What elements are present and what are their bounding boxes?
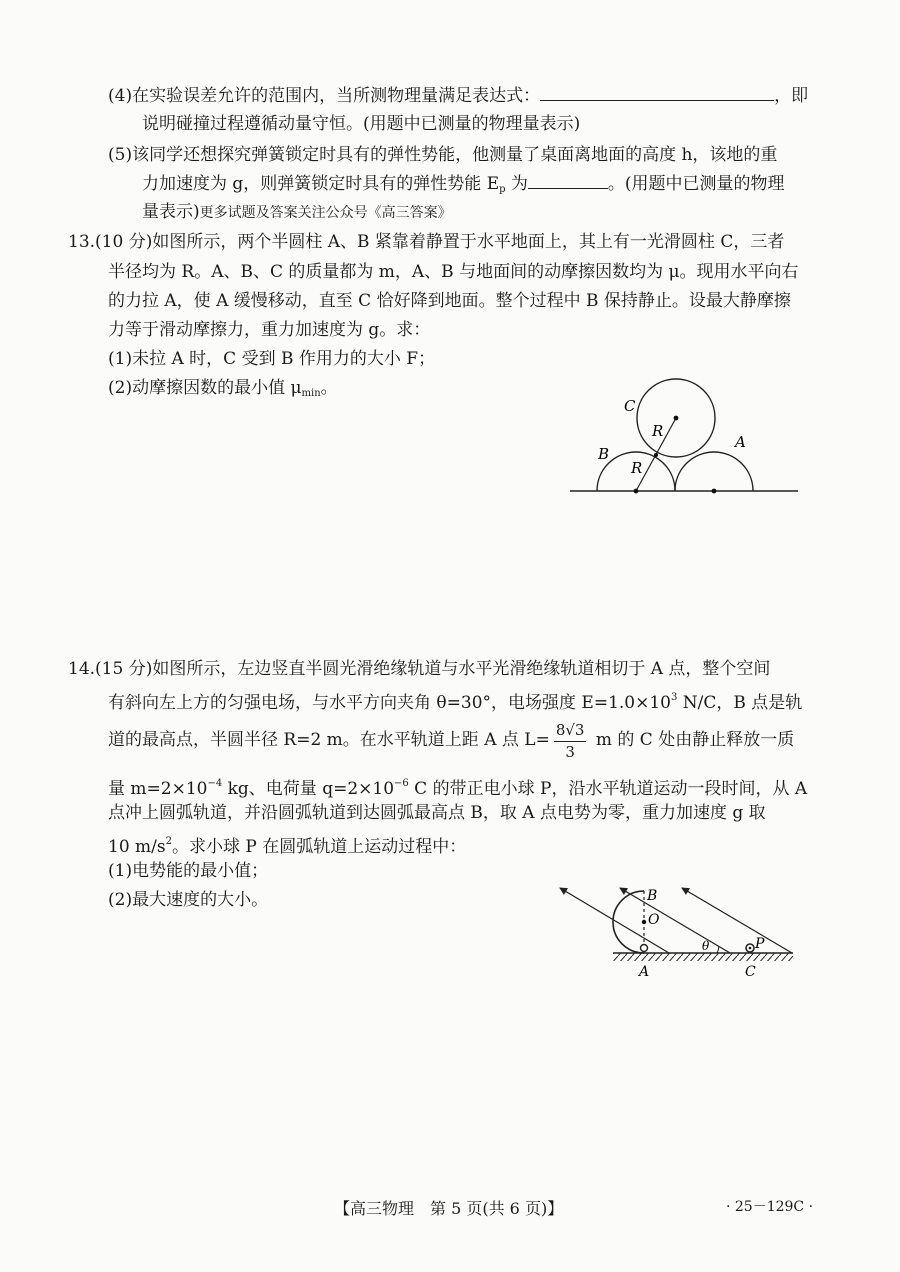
q12-part4-text-b: ，即	[774, 86, 809, 106]
q12-part5-line2	[142, 172, 785, 202]
label-c: C	[745, 964, 756, 980]
center-a-dot	[712, 489, 717, 494]
q14-line5: 点冲上圆弧轨道，并沿圆弧轨道到达圆弧最高点 B，取 A 点电势为零，重力加速度 g 取	[108, 803, 766, 823]
answer-blank-4[interactable]	[540, 84, 774, 101]
center-b-dot	[634, 489, 639, 494]
footer-code: · 25－129C ·	[726, 1199, 814, 1215]
q14-line4-text-a: 量 m=2×10	[108, 779, 208, 799]
footer-title: 【高三物理 第 5 页(共 6 页)】	[334, 1199, 564, 1218]
q14-line6-text-a: 10 m/s	[108, 837, 166, 857]
q12-part5-line3	[142, 200, 452, 225]
q12-part5-text-b: 为	[505, 174, 528, 194]
q13-figure	[560, 370, 810, 500]
answer-blank-5[interactable]	[528, 172, 608, 189]
q13-line1: 13.(10 分)如图所示，两个半圆柱 A、B 紧靠着静置于水平地面上，其上有一光滑圆柱 C，三者	[68, 232, 785, 252]
q12-part5-line1: (5)该同学还想探究弹簧锁定时具有的弹性势能，他测量了桌面离地面的高度 h，该地的重	[108, 145, 778, 165]
length-fraction	[554, 719, 587, 762]
q13-line3: 的力拉 A，使 A 缓慢移动，直至 C 恰好降到地面。整个过程中 B 保持静止。设最大静摩擦	[108, 291, 791, 311]
q12-part5-text-d: 量表示)	[142, 202, 200, 222]
q13-sub2-end: 。	[320, 378, 338, 398]
e-exponent: 3	[670, 692, 678, 703]
label-b: B	[647, 888, 658, 904]
q12-part5-text-c: 。(用题中已测量的物理	[607, 174, 785, 194]
q14-line3-text-a: 道的最高点，半圆半径 R=2 m。在水平轨道上距 A 点 L=	[108, 730, 550, 750]
label-theta: θ	[702, 939, 710, 953]
fraction-denominator: 3	[565, 743, 575, 761]
ep-subscript: p	[499, 184, 506, 195]
promo-note: 更多试题及答案关注公众号《高三答案》	[199, 205, 452, 221]
label-a: A	[735, 433, 746, 451]
label-o: O	[648, 912, 660, 928]
label-c: C	[624, 397, 636, 415]
label-b: B	[598, 445, 610, 463]
q14-line4-text-b: kg、电荷量 q=2×10	[222, 779, 395, 799]
g-exponent: 2	[165, 836, 172, 847]
label-p: P	[755, 936, 765, 952]
q13-sub2	[108, 376, 338, 406]
charge-exponent: −6	[394, 778, 409, 789]
q14-line3-text-b: m 的 C 处由静止释放一质	[590, 730, 795, 750]
q12-part4-line1	[108, 84, 808, 108]
center-o-dot	[642, 920, 646, 924]
center-c-dot	[674, 416, 679, 421]
q12-part4-line2: 说明碰撞过程遵循动量守恒。(用题中已测量的物理量表示)	[142, 114, 581, 134]
q14-figure	[555, 876, 805, 981]
q12-part5-text-a: 力加速度为 g，则弹簧锁定时具有的弹性势能 E	[142, 174, 500, 194]
q14-line2	[108, 686, 802, 715]
q14-sub2: (2)最大速度的大小。	[108, 890, 269, 910]
q14-sub1: (1)电势能的最小值；	[108, 861, 269, 881]
half-cylinder-a	[675, 452, 753, 491]
q13-line2: 半径均为 R。A、B、C 的质量都为 m，A、B 与地面间的动摩擦因数均为 μ。现用水平向右	[108, 262, 799, 282]
theta-arc	[717, 947, 719, 954]
q14-line4	[108, 772, 807, 801]
q14-line6	[108, 830, 466, 859]
point-a-ring	[641, 945, 648, 952]
contact-dot	[654, 453, 658, 457]
q13-line4: 力等于滑动摩擦力，重力加速度为 g。求：	[108, 320, 431, 340]
ball-p-core	[749, 947, 752, 950]
label-r-lower: R	[631, 459, 643, 477]
label-r-upper: R	[652, 422, 664, 440]
q14-line6-text-b: 。求小球 P 在圆弧轨道上运动过程中：	[171, 837, 467, 857]
mass-exponent: −4	[207, 778, 223, 789]
field-line-3	[682, 888, 792, 953]
q13-sub2-text: (2)动摩擦因数的最小值 μ	[108, 378, 302, 398]
q12-part4-text-a: (4)在实验误差允许的范围内，当所测物理量满足表达式：	[108, 86, 541, 106]
field-line-2	[620, 888, 730, 953]
label-a: A	[639, 964, 650, 980]
q14-line3	[108, 716, 794, 764]
q14-line4-text-c: C 的带正电小球 P，沿水平轨道运动一段时间，从 A	[408, 779, 808, 799]
q13-sub1: (1)未拉 A 时，C 受到 B 作用力的大小 F；	[108, 349, 436, 369]
q14-line1: 14.(15 分)如图所示，左边竖直半圆光滑绝缘轨道与水平光滑绝缘轨道相切于 A 点，整个空间	[68, 659, 771, 679]
q14-line2-text-a: 有斜向左上方的匀强电场，与水平方向夹角 θ=30°，电场强度 E=1.0×10	[108, 693, 671, 713]
mu-min-subscript: min	[301, 388, 321, 399]
fraction-numerator: 8√3	[554, 719, 587, 742]
q14-line2-text-b: N/C，B 点是轨	[677, 693, 803, 713]
ground-hatching	[613, 953, 793, 961]
